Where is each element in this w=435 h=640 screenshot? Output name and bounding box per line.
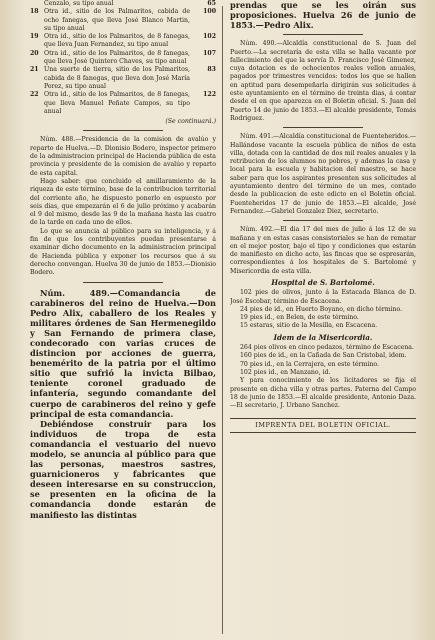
notice-489 [30,288,216,520]
lot-value: 122 [203,91,216,99]
printer-imprint: IMPRENTA DEL BOLETIN OFICIAL. [230,418,416,432]
hospital-item: 19 pies id., en Belen, de este término. [240,314,359,322]
notice-489-body: Debiéndose construir para los individuos de tropa de esta comandancia el vestuario del nuevo modelo, se anuncia al público para que las personas, maestros sastres, guarnicioneros y fabricantes que deseen interesarse en su construccion, se presenten en la oficina de la comandancia donde estarán de manifiesto las distintas [30,418,216,520]
section-divider [283,220,363,221]
lot-entry [30,50,216,67]
lot-entry [30,66,216,91]
lot-value: 100 [203,8,216,16]
hospital-item: 24 pies de id., en Huerto Boyano, en dicho término. [240,305,403,313]
section-divider [283,34,363,35]
lot-number: 18 [30,8,39,16]
lot-number: 20 [30,49,39,57]
notice-492: Núm. 492.—El dia 17 del mes de julio á las 12 de su mañana y en estas casas consistoriales se han de rematar en el mejor postor, bajo el tipo y condiciones que estarán de manifiesto en dicho acto, las fincas que se espresarán, correspondientes á los hospitales de S. Bartolomé y Misericordia de esta villa. [230,226,416,275]
lot-entry [30,8,216,33]
misericordia-item: 160 pies de id., en la Cañada de San Cristobal, idem. [240,352,407,360]
lot-description: Otra id., sitio de los Palmaritos, cabida de ocho fanegas, que lleva José Blanco Martin, su tipo anual [44,8,190,32]
notice-488-p2: Hago saber: que concluido el amillaramiento de la riqueza de este término, base de la contribucion territorial del corriente año, he dispuesto ponerlo en espuesto por seis dias, que empezarán el 6 de julio próximo y acabarán el 9 del mismo, desde las 9 de la mañana hasta las cuatro de la tarde en cada uno de ellos. [30,177,216,227]
misericordia-item: 264 pies olivos en cinco pedazos, término de Escacena. [240,344,414,352]
lot-value: 102 [203,33,216,41]
lot-number: 21 [30,66,39,74]
lot-list [30,0,216,116]
section-divider [283,127,363,128]
notice-489-continuation: prendas que se les oirán sus proposiciones. Huelva 26 de junio de 1853.—Pedro Alix. [230,0,416,31]
misericordia-list [230,344,416,410]
lot-entry [30,0,216,8]
lot-entry [30,91,216,116]
right-column [230,0,416,640]
notice-488 [30,136,216,277]
notice-491: Núm. 491.—Alcaldía constitucional de Fuenteheridos.—Hallándose vacante la escuela pública de niños de esta villa, dotada con la cantidad de dos mil reales anuales y la retribucion de los alumnos no pobres, y ademas la casa y local para la escuela y habitacion del maestro, se hace saber para que los aspirantes presenten sus solicitudes al ayuntamiento dentro del término de un mes, contado desde la publicacion de este edicto en el Boletin oficial. Fuenteheridos 17 de junio de 1853.—El alcalde, José Fernandez.—Gabriel Gonzalez Diez, secretario. [230,133,416,215]
hospital-heading: Hospital de S. Bartolomé. [271,278,375,287]
lot-description: Otra id., sitio de los Palmaritos, de 8 fanegas, que lleva Juan Fernandez, su tipo anual [44,33,190,49]
column-divider [222,6,223,634]
lot-number: 22 [30,91,39,99]
notice-488-p3: Lo que se anuncia al público para su inteligencia, y á fin de que los contribuyentes puedan presentarse á examinar dicho documento en la administracion principal de Hacienda pública y exponer los recursos que á su derecho convengan. Huelva 30 de junio de 1853.—Dionisio Bodero. [30,227,216,277]
lot-description: Otra id., sitio de los Palmaritos, de 8 fanegas, que lleva José Quintero Chaves, su tipo anual [44,49,190,66]
notice-488-p1: Núm. 488.—Presidencia de la comision de avalúo y reparto de Huelva.—D. Dionisio Bodero, inspector primero de la administracion principal de Hacienda pública de esta provincia y presidente de la comision de avalúo y reparto de esta capital. [30,136,216,177]
misericordia-heading: Idem de la Misericordia. [273,332,373,342]
misericordia-item: 70 pies id., en la Cerrajera, en este término. [240,360,379,368]
hospital-item: 102 pies de olivos, junto á la Estacada Blanca de D. José Escobar, término de Escacena. [230,289,416,305]
section-divider [83,130,163,131]
hospital-list [230,289,416,330]
section-divider [83,282,163,283]
misericordia-item: Y para conocimiento de los licitadores se fija el presente en dicha villa y otras partes. Paterna del Campo 18 de junio de 1853.—El alcalde presidente, Antonio Daza.—El secretario, J. Urbano Sanchez. [230,377,416,410]
lot-number: 19 [30,33,39,41]
left-column [30,0,216,640]
lot-description: Cenzalo, su tipo anual [44,0,114,7]
notice-489-heading: Núm. 489.—Comandancia de carabineros del reino de Huelva.—Don Pedro Alix, caballero de los Reales y militares órdenes de San Hermenegildo y San Fernando de primera clase, condecorado con varias cruces de distincion por acciones de guerra, benemérito de la patria por el último sitio que sufrió la invicta Bilbao, teniente coronel graduado de infantería, segundo comandante del cuerpo de carabineros del reino y gefe principal de esta comandancia. [30,287,216,419]
lot-value: 107 [203,49,216,57]
lot-description: Una suerte de tierra, sitio de los Palmaritos, cabida de 8 fanegas, que lleva don José María Perez, su tipo anual [44,66,190,90]
lot-value: 83 [207,66,216,74]
notice-490: Núm. 490.—Alcaldía constitucional de S. Juan del Puerto.—La secretaría de esta villa se halla vacante por fallecimiento del que la servía D. Francisco José Gimenez, cuya dotacion es de ochocientos reales vellon anuales, pagados por trimestres vencidos: todos los que se hallen en aptitud para desempeñarla dirigirán sus solicitudes á este ayuntamiento en el término de treinta dias, á contar desde el en que aparezca en el Boletin oficial. S. Juan del Puerto 14 de junio de 1853.—El alcalde presidente, Tomás Rodriguez. [230,40,416,122]
hospital-item: 15 estaras, sitio de la Mesilla, en Escacena. [240,322,378,330]
lot-description: Otra id., sitio de los Palmaritos, de 8 fanegas, que lleva Manuel Peñate Campos, su tipo anual [44,91,190,115]
lot-value: 65 [207,0,216,7]
misericordia-item: 102 pies id., en Manzano, id. [240,368,331,376]
lot-entry [30,33,216,50]
continued-note: (Se continuará.) [165,118,216,126]
